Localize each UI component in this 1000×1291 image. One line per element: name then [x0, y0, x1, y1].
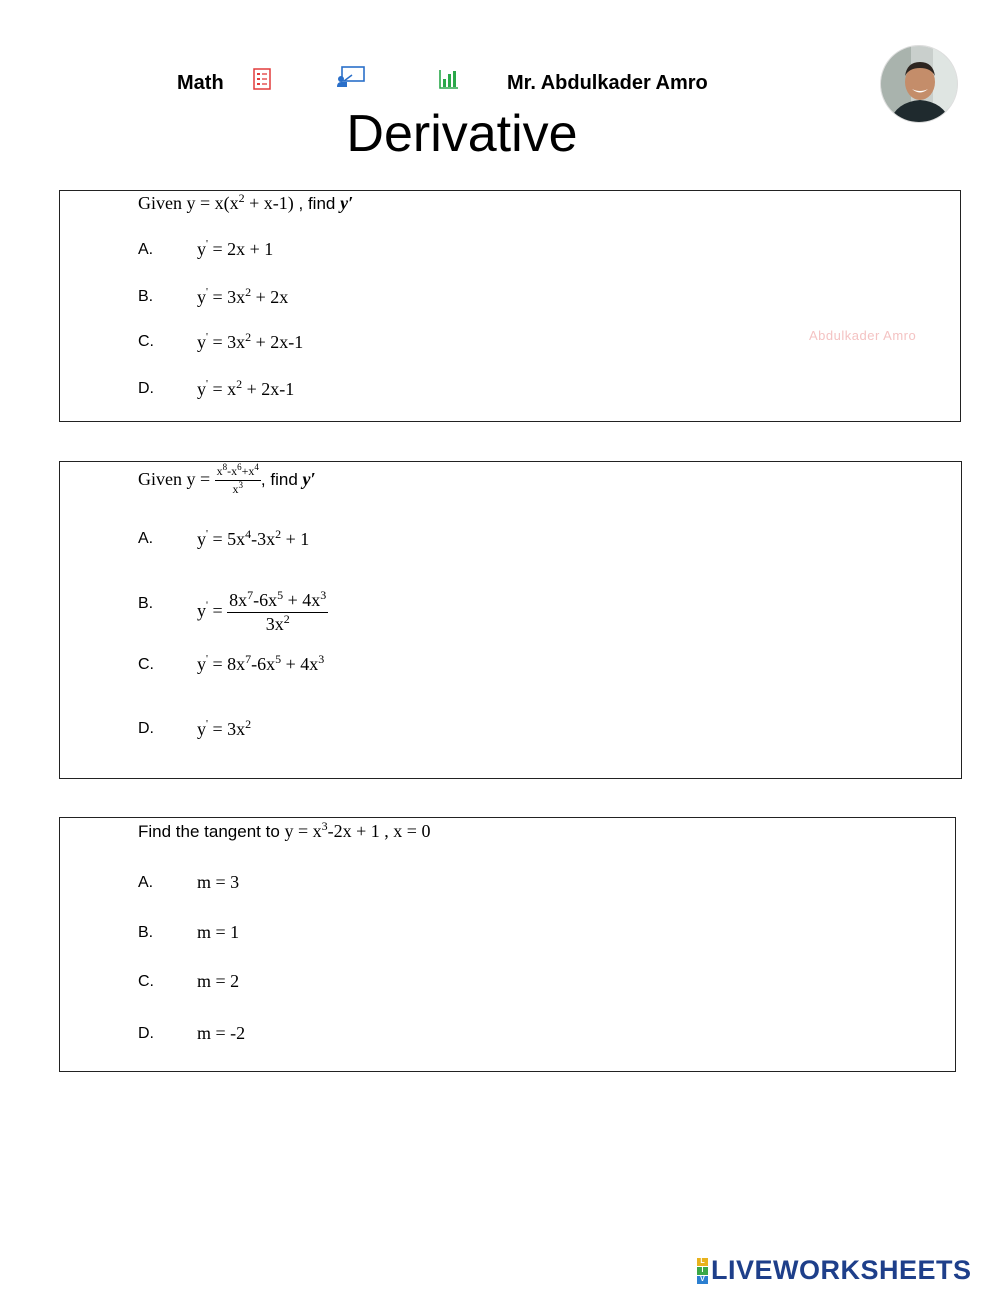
- subject-label: Math: [177, 72, 224, 94]
- question-3-prompt: Find the tangent to $y = x^3-2x + 1$ , x = 0: [138, 819, 431, 841]
- watermark: Abdulkader Amro: [809, 328, 917, 343]
- whiteboard-icon: [336, 66, 366, 88]
- question-2-box: [59, 461, 962, 779]
- checklist-icon: [253, 68, 271, 90]
- question-3-box: [59, 817, 956, 1072]
- option-letter: B.: [138, 595, 154, 612]
- option-d-answer[interactable]: $y' = 3x^2$: [197, 717, 252, 739]
- option-letter: C.: [138, 973, 154, 990]
- option-b-answer[interactable]: m = 1: [197, 922, 240, 942]
- option-letter: A.: [138, 241, 154, 258]
- option-c-answer[interactable]: $y' = 8x^7-6x^5 + 4x^3$: [197, 652, 325, 674]
- option-letter: D.: [138, 720, 154, 737]
- logo-text: LIVEWORKSHEETS: [711, 1255, 972, 1285]
- option-b-answer[interactable]: y' = $\frac{8x^7-6x^5 + 4x^3}{3x^2}$: [197, 588, 327, 634]
- liveworksheets-logo[interactable]: [697, 1255, 972, 1286]
- logo-block: V: [697, 1276, 708, 1284]
- option-c-answer[interactable]: $y' = 3x^2 + 2x-1$: [197, 330, 304, 352]
- question-2-prompt: Given y = $\frac{x^8-x^6+x^4}{x^3}$ , find y′: [138, 462, 316, 496]
- option-a-answer[interactable]: m = 3: [197, 872, 240, 892]
- option-letter: C.: [138, 656, 154, 673]
- option-letter: A.: [138, 530, 154, 547]
- option-b-answer[interactable]: $y' = 3x^2 + 2x$: [197, 285, 289, 307]
- option-c-answer[interactable]: m = 2: [197, 971, 240, 991]
- prompt-fraction: $\frac{x^8-x^6+x^4}{x^3}$: [216, 462, 259, 496]
- option-letter: D.: [138, 1025, 154, 1042]
- option-letter: B.: [138, 924, 154, 941]
- option-letter: D.: [138, 380, 154, 397]
- teacher-name: Mr. Abdulkader Amro: [507, 72, 708, 94]
- option-a-answer[interactable]: y' = 2x + 1: [197, 238, 274, 259]
- page-title: Derivative: [346, 105, 578, 163]
- option-d-answer[interactable]: $y' = x^2 + 2x-1$: [197, 377, 295, 399]
- option-d-answer[interactable]: m = -2: [197, 1023, 246, 1043]
- option-letter: C.: [138, 333, 154, 350]
- option-a-answer[interactable]: $y' = 5x^4-3x^2 + 1$: [197, 527, 310, 549]
- option-letter: A.: [138, 874, 154, 891]
- bar-chart-icon: [438, 68, 460, 90]
- logo-block: I: [697, 1267, 708, 1275]
- question-1-prompt: Given $y = x(x^2 + x-1)$ , find y′: [138, 191, 354, 213]
- option-letter: B.: [138, 288, 154, 305]
- logo-block: L: [697, 1258, 708, 1266]
- question-1-box: [59, 190, 961, 422]
- logo-blocks-icon: [697, 1258, 708, 1284]
